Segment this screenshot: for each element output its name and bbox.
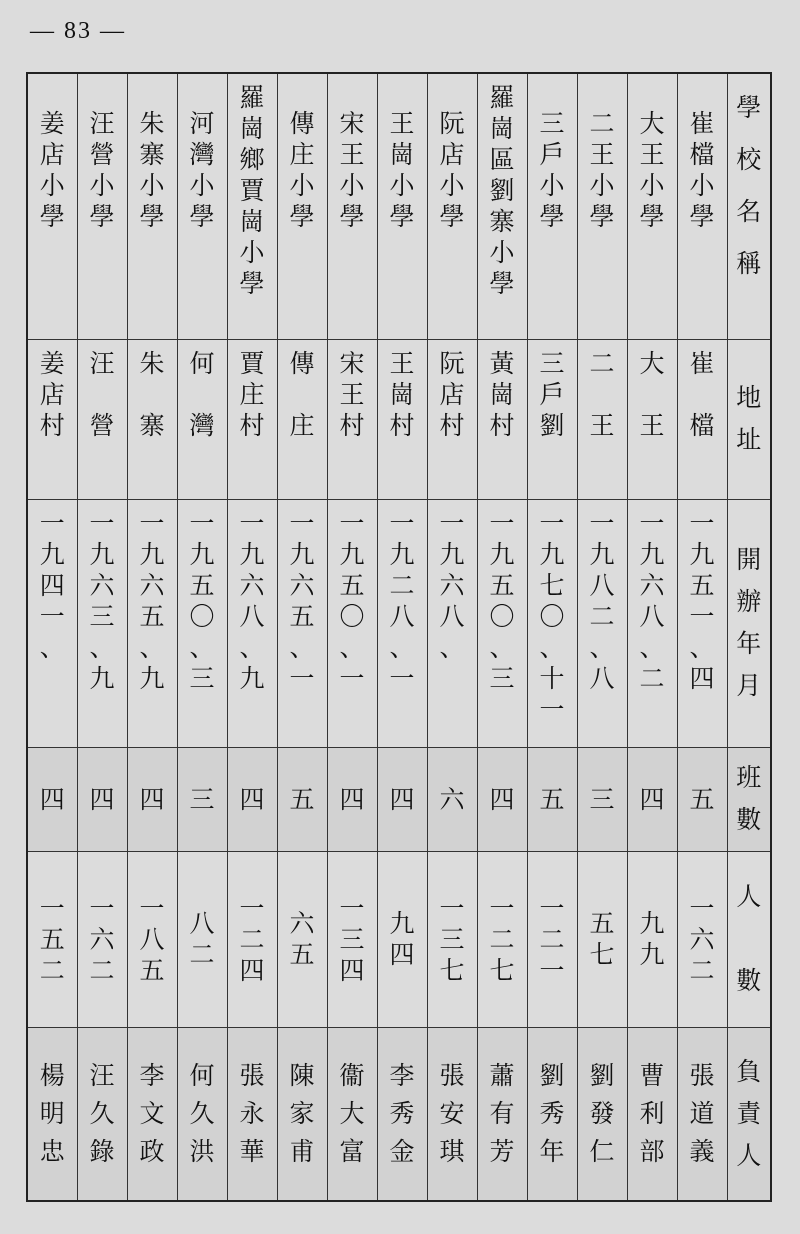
cell-students	[27, 851, 77, 1027]
cell-students	[277, 851, 327, 1027]
principal-value: 劉 發 仁	[589, 1060, 615, 1166]
cell-principal	[27, 1027, 77, 1201]
header-principal	[727, 1027, 771, 1201]
classes-value: 四	[339, 784, 365, 814]
cell-principal	[277, 1027, 327, 1201]
header-founded	[727, 499, 771, 747]
address-value: 大 王	[639, 348, 665, 440]
principal-value: 劉 秀 年	[539, 1060, 565, 1166]
founded-value: 一 九 七 〇 、 十 一	[539, 508, 565, 724]
classes-value: 五	[689, 784, 715, 814]
classes-value: 四	[89, 784, 115, 814]
founded-value: 一 九 六 八 、	[439, 508, 465, 662]
cell-address	[477, 339, 527, 499]
cell-name	[677, 73, 727, 339]
students-value: 一 六 二	[89, 893, 115, 985]
founded-value: 一 九 六 五 、 一	[289, 508, 315, 693]
classes-value: 五	[289, 784, 315, 814]
founded-value: 一 九 八 二 、 八	[589, 508, 615, 693]
row-classes	[27, 747, 771, 851]
header-label: 負 責 人	[736, 1056, 762, 1170]
cell-founded	[27, 499, 77, 747]
students-value: 一 二 七	[489, 893, 515, 985]
cell-students	[627, 851, 677, 1027]
cell-name	[477, 73, 527, 339]
cell-founded	[677, 499, 727, 747]
principal-value: 張 永 華	[239, 1060, 265, 1166]
cell-classes	[77, 747, 127, 851]
founded-value: 一 九 五 〇 、 三	[489, 508, 515, 693]
header-classes	[727, 747, 771, 851]
header-label: 人 數	[736, 882, 762, 995]
students-value: 一 三 四	[339, 893, 365, 985]
founded-value: 一 九 六 八 、 二	[639, 508, 665, 693]
cell-founded	[627, 499, 677, 747]
cell-students	[227, 851, 277, 1027]
cell-address	[27, 339, 77, 499]
cell-classes	[377, 747, 427, 851]
school-name-full: 羅 崗 區 劉 寨 小 學	[489, 83, 515, 298]
students-value: 一 二 四	[239, 893, 265, 985]
cell-students	[327, 851, 377, 1027]
cell-classes	[627, 747, 677, 851]
row-address	[27, 339, 771, 499]
cell-name	[527, 73, 577, 339]
cell-name	[127, 73, 177, 339]
cell-students	[177, 851, 227, 1027]
row-name	[27, 73, 771, 339]
classes-value: 六	[439, 784, 465, 814]
page-number: — 83 —	[30, 18, 126, 44]
school-name: 汪 營 小 學	[89, 109, 115, 231]
school-name: 三 戶 小 學	[539, 109, 565, 231]
students-value: 一 二 一	[539, 893, 565, 985]
school-name: 阮 店 小 學	[439, 109, 465, 231]
header-name	[727, 73, 771, 339]
founded-value: 一 九 五 〇 、 三	[189, 508, 215, 693]
classes-value: 三	[189, 784, 215, 814]
cell-founded	[377, 499, 427, 747]
row-students	[27, 851, 771, 1027]
students-value: 一 五 二	[39, 893, 65, 985]
principal-value: 李 秀 金	[389, 1060, 415, 1166]
founded-value: 一 九 四 一 、	[39, 508, 65, 662]
header-address	[727, 339, 771, 499]
cell-name	[27, 73, 77, 339]
principal-value: 何 久 洪	[189, 1060, 215, 1166]
cell-classes	[577, 747, 627, 851]
classes-value: 四	[139, 784, 165, 814]
cell-name	[227, 73, 277, 339]
cell-classes	[277, 747, 327, 851]
cell-principal	[377, 1027, 427, 1201]
classes-value: 五	[539, 784, 565, 814]
cell-students	[377, 851, 427, 1027]
students-value: 一 八 五	[139, 893, 165, 985]
cell-principal	[527, 1027, 577, 1201]
cell-address	[377, 339, 427, 499]
header-label: 學 校 名 稱	[736, 93, 762, 278]
principal-value: 衞 大 富	[339, 1060, 365, 1166]
cell-principal	[177, 1027, 227, 1201]
address-value: 傳 庄	[289, 348, 315, 440]
address-value: 黃 崗 村	[489, 348, 515, 440]
cell-founded	[427, 499, 477, 747]
address-value: 阮 店 村	[439, 348, 465, 440]
school-name: 姜 店 小 學	[39, 109, 65, 231]
students-value: 五 七	[589, 909, 615, 969]
cell-principal	[227, 1027, 277, 1201]
address-value: 宋 王 村	[339, 348, 365, 440]
founded-value: 一 九 五 一 、 四	[689, 508, 715, 693]
classes-value: 四	[639, 784, 665, 814]
school-name: 二 王 小 學	[589, 109, 615, 231]
cell-classes	[677, 747, 727, 851]
cell-students	[677, 851, 727, 1027]
cell-students	[577, 851, 627, 1027]
row-principal	[27, 1027, 771, 1201]
cell-founded	[277, 499, 327, 747]
cell-founded	[527, 499, 577, 747]
founded-value: 一 九 五 〇 、 一	[339, 508, 365, 693]
cell-founded	[77, 499, 127, 747]
cell-founded	[127, 499, 177, 747]
cell-classes	[127, 747, 177, 851]
principal-value: 張 安 琪	[439, 1060, 465, 1166]
cell-principal	[127, 1027, 177, 1201]
cell-address	[77, 339, 127, 499]
cell-students	[127, 851, 177, 1027]
founded-value: 一 九 六 三 、 九	[89, 508, 115, 693]
cell-principal	[327, 1027, 377, 1201]
school-name: 河 灣 小 學	[189, 109, 215, 231]
cell-address	[527, 339, 577, 499]
principal-value: 汪 久 錄	[89, 1060, 115, 1166]
cell-principal	[77, 1027, 127, 1201]
cell-name	[577, 73, 627, 339]
classes-value: 四	[389, 784, 415, 814]
address-value: 何 灣	[189, 348, 215, 440]
students-value: 六 五	[289, 909, 315, 969]
school-name: 崔 檔 小 學	[689, 109, 715, 231]
cell-classes	[427, 747, 477, 851]
cell-name	[377, 73, 427, 339]
address-value: 王 崗 村	[389, 348, 415, 440]
founded-value: 一 九 六 八 、 九	[239, 508, 265, 693]
cell-address	[127, 339, 177, 499]
cell-classes	[177, 747, 227, 851]
cell-founded	[227, 499, 277, 747]
founded-value: 一 九 六 五 、 九	[139, 508, 165, 693]
classes-value: 四	[489, 784, 515, 814]
cell-principal	[627, 1027, 677, 1201]
cell-address	[627, 339, 677, 499]
address-value: 三 戶 劉	[539, 348, 565, 440]
principal-value: 張 道 義	[689, 1060, 715, 1166]
address-value: 朱 寨	[139, 348, 165, 440]
cell-students	[427, 851, 477, 1027]
cell-students	[527, 851, 577, 1027]
cell-classes	[327, 747, 377, 851]
cell-students	[477, 851, 527, 1027]
cell-address	[327, 339, 377, 499]
cell-name	[77, 73, 127, 339]
cell-principal	[427, 1027, 477, 1201]
school-name: 宋 王 小 學	[339, 109, 365, 231]
students-value: 九 九	[639, 909, 665, 969]
school-table	[26, 72, 772, 1202]
principal-value: 楊 明 忠	[39, 1060, 65, 1166]
address-value: 崔 檔	[689, 348, 715, 440]
cell-address	[427, 339, 477, 499]
cell-principal	[677, 1027, 727, 1201]
school-name: 王 崗 小 學	[389, 109, 415, 231]
school-name: 傳 庄 小 學	[289, 109, 315, 231]
cell-classes	[227, 747, 277, 851]
address-value: 姜 店 村	[39, 348, 65, 440]
cell-founded	[327, 499, 377, 747]
cell-classes	[477, 747, 527, 851]
header-label: 班 數	[736, 763, 762, 834]
cell-name	[327, 73, 377, 339]
cell-principal	[577, 1027, 627, 1201]
school-name: 大 王 小 學	[639, 109, 665, 231]
cell-name	[627, 73, 677, 339]
principal-value: 曹 利 部	[639, 1060, 665, 1166]
cell-name	[427, 73, 477, 339]
cell-founded	[477, 499, 527, 747]
cell-address	[227, 339, 277, 499]
address-value: 汪 營	[89, 348, 115, 440]
cell-principal	[477, 1027, 527, 1201]
cell-address	[677, 339, 727, 499]
header-label: 開 辦 年 月	[736, 545, 762, 700]
students-value: 一 六 二	[689, 893, 715, 985]
classes-value: 四	[239, 784, 265, 814]
header-students	[727, 851, 771, 1027]
principal-value: 李 文 政	[139, 1060, 165, 1166]
school-name: 朱 寨 小 學	[139, 109, 165, 231]
cell-address	[577, 339, 627, 499]
students-value: 八 二	[189, 909, 215, 969]
founded-value: 一 九 二 八 、 一	[389, 508, 415, 693]
address-value: 賈 庄 村	[239, 348, 265, 440]
school-name-full: 羅 崗 鄉 賈 崗 小 學	[239, 83, 265, 298]
cell-founded	[577, 499, 627, 747]
students-value: 一 三 七	[439, 893, 465, 985]
cell-students	[77, 851, 127, 1027]
header-label: 地 址	[736, 383, 762, 454]
cell-address	[277, 339, 327, 499]
classes-value: 三	[589, 784, 615, 814]
students-value: 九 四	[389, 909, 415, 969]
classes-value: 四	[39, 784, 65, 814]
cell-name	[177, 73, 227, 339]
cell-founded	[177, 499, 227, 747]
address-value: 二 王	[589, 348, 615, 440]
principal-value: 蕭 有 芳	[489, 1060, 515, 1166]
cell-name	[277, 73, 327, 339]
cell-classes	[527, 747, 577, 851]
cell-address	[177, 339, 227, 499]
principal-value: 陳 家 甫	[289, 1060, 315, 1166]
cell-classes	[27, 747, 77, 851]
row-founded	[27, 499, 771, 747]
